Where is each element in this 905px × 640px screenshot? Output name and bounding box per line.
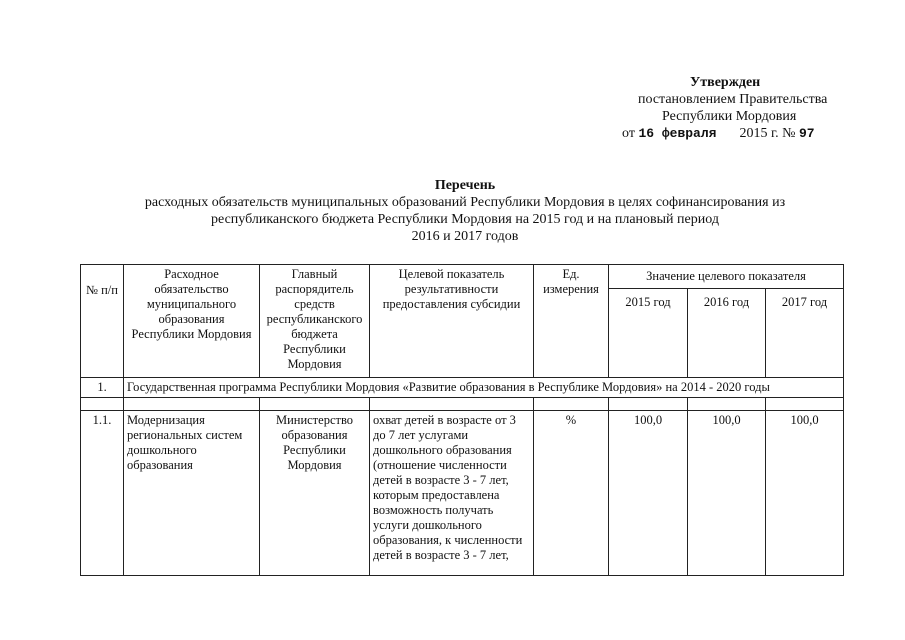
header-value-group: Значение целевого показателя bbox=[609, 265, 844, 289]
document-title-line-2: республиканского бюджета Республики Мордовия на 2015 год и на плановый период bbox=[211, 212, 719, 227]
header-manager: Главный распорядитель средств республиканского бюджета Республики Мордовия bbox=[260, 265, 370, 378]
approval-line-republic: Республики Мордовия bbox=[662, 109, 797, 124]
header-num: № п/п bbox=[81, 265, 124, 378]
approval-line-resolution: постановлением Правительства bbox=[638, 92, 828, 107]
approval-line-date bbox=[600, 125, 890, 142]
document-heading: Перечень bbox=[434, 178, 496, 193]
row-value-2016: 100,0 bbox=[688, 411, 766, 576]
header-2017: 2017 год bbox=[766, 289, 844, 378]
table-row bbox=[81, 411, 844, 576]
section-num: 1. bbox=[81, 378, 124, 398]
row-value-2017: 100,0 bbox=[766, 411, 844, 576]
row-num: 1.1. bbox=[81, 411, 124, 576]
approval-title: Утвержден bbox=[690, 75, 761, 90]
header-unit: Ед. измерения bbox=[534, 265, 609, 378]
row-value-2015: 100,0 bbox=[609, 411, 688, 576]
approval-number-handwritten: 97 bbox=[798, 126, 815, 141]
row-indicator: охват детей в возрасте от 3 до 7 лет услугами дошкольного образования (отношение численности детей в возрасте 3 - 7 лет, которым предоставлена возможность получать услуги дошкольного образования, к численности детей в возрасте 3 - 7 лет, bbox=[370, 411, 534, 576]
row-manager: Министерство образования Республики Мордовия bbox=[260, 411, 370, 576]
obligations-table bbox=[80, 264, 844, 576]
approval-date-handwritten: 16 февраля bbox=[638, 126, 717, 141]
header-2015: 2015 год bbox=[609, 289, 688, 378]
spacer-row bbox=[81, 398, 844, 411]
approval-year: 2015 г. № bbox=[739, 126, 796, 141]
document-title-line-1: расходных обязательств муниципальных образований Республики Мордовия в целях софинансирования из bbox=[144, 195, 786, 210]
document-title-block bbox=[80, 177, 850, 245]
header-2016: 2016 год bbox=[688, 289, 766, 378]
approval-date-prefix: от bbox=[622, 126, 635, 141]
row-unit: % bbox=[534, 411, 609, 576]
header-indicator: Целевой показатель результативности предоставления субсидии bbox=[370, 265, 534, 378]
header-obligation: Расходное обязательство муниципального образования Республики Мордовия bbox=[124, 265, 260, 378]
section-title: Государственная программа Республики Мордовия «Развитие образования в Республике Мордовия» на 2014 - 2020 годы bbox=[124, 378, 844, 398]
document-title-line-3: 2016 и 2017 годов bbox=[411, 229, 519, 244]
table-header-row bbox=[81, 265, 844, 289]
section-row bbox=[81, 378, 844, 398]
approval-block bbox=[600, 74, 890, 142]
row-obligation: Модернизация региональных систем дошкольного образования bbox=[124, 411, 260, 576]
